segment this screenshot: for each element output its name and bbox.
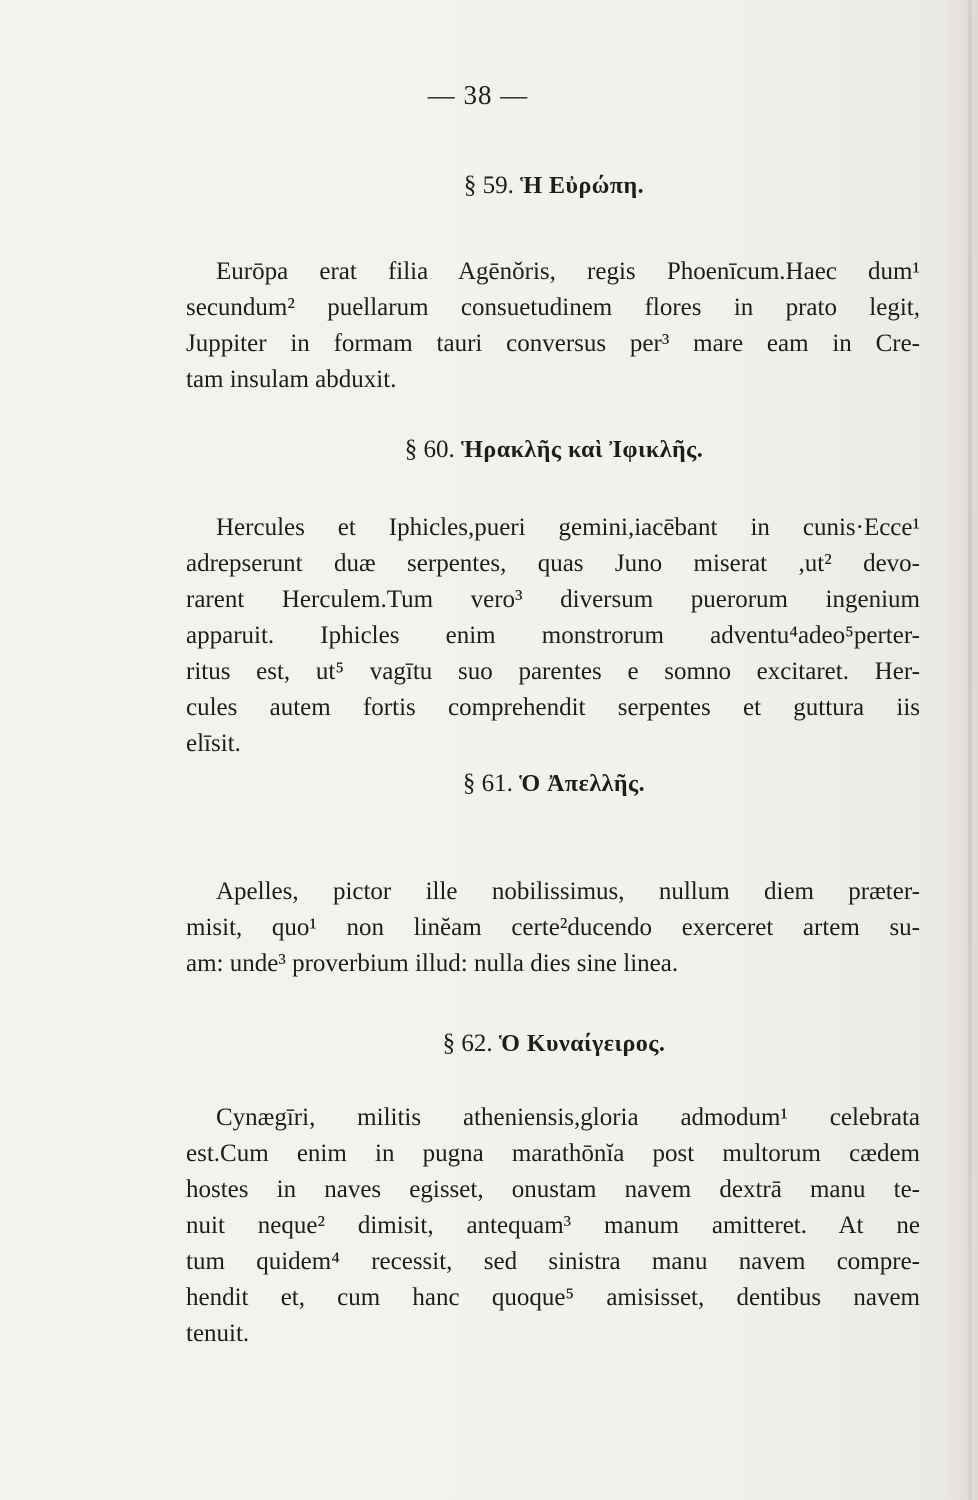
text-line: cules autem fortis comprehendit serpentes et guttura iis [186, 694, 920, 721]
section-title: Ὁ Ἀπελλῆς. [519, 771, 646, 797]
text-line: ritus est, ut⁵ vagītu suo parentes e somno excitaret. Her- [186, 658, 920, 685]
section-mark: § 62. [442, 1030, 493, 1057]
section-62-heading [188, 1030, 920, 1058]
section-title: Ἡρακλῆς καὶ Ἰφικλῆς. [460, 437, 704, 463]
text-line: Cynægīri, militis atheniensis,gloria admodum¹ celebrata [216, 1104, 920, 1131]
section-59-heading [188, 172, 920, 200]
page-edge-shadow [968, 0, 972, 1500]
section-title: Ὁ Κυναίγειρος. [498, 1031, 666, 1057]
section-61-heading [188, 770, 920, 798]
text-line: tenuit. [186, 1320, 250, 1347]
text-line: est.Cum enim in pugna marathōnĭa post multorum cædem [186, 1140, 920, 1167]
text-line: nuit neque² dimisit, antequam³ manum amitteret. At ne [186, 1212, 920, 1239]
text-line: misit, quo¹ non linĕam certe²ducendo exerceret artem su- [186, 914, 920, 941]
section-mark: § 60. [404, 436, 455, 463]
text-line: am: unde³ proverbium illud: nulla dies sine linea. [186, 950, 679, 977]
text-line: hendit et, cum hanc quoque⁵ amisisset, dentibus navem [186, 1284, 920, 1311]
text-line: tam insulam abduxit. [186, 366, 397, 393]
text-line: Eurōpa erat filia Agēnŏris, regis Phoenīcum.Haec dum¹ [216, 258, 920, 285]
text-line: rarent Herculem.Tum vero³ diversum puerorum ingenium [186, 586, 920, 613]
text-line: secundum² puellarum consuetudinem flores in prato legit, [186, 294, 920, 321]
text-line: Juppiter in formam tauri conversus per³ mare eam in Cre- [186, 330, 920, 357]
text-line: hostes in naves egisset, onustam navem dextrā manu te- [186, 1176, 920, 1203]
section-60-heading [188, 436, 920, 464]
text-line: apparuit. Iphicles enim monstrorum adventu⁴adeo⁵perter- [186, 622, 920, 649]
text-line: Apelles, pictor ille nobilissimus, nullum diem præter- [216, 878, 920, 905]
page-number: — 38 — [427, 80, 529, 110]
text-line: Hercules et Iphicles,pueri gemini,iacēbant in cunis·Ecce¹ [216, 514, 920, 541]
section-60-text [186, 510, 920, 762]
text-line: tum quidem⁴ recessit, sed sinistra manu navem compre- [186, 1248, 920, 1275]
section-61-text [186, 874, 920, 982]
section-62-text [186, 1100, 920, 1352]
section-mark: § 59. [463, 172, 514, 199]
section-59-text [186, 254, 920, 398]
text-line: elīsit. [186, 730, 241, 757]
section-title: Ἡ Εὐρώπη. [520, 173, 645, 199]
section-mark: § 61. [462, 770, 513, 797]
text-line: adrepserunt duæ serpentes, quas Juno miserat ,ut² devo- [186, 550, 920, 577]
